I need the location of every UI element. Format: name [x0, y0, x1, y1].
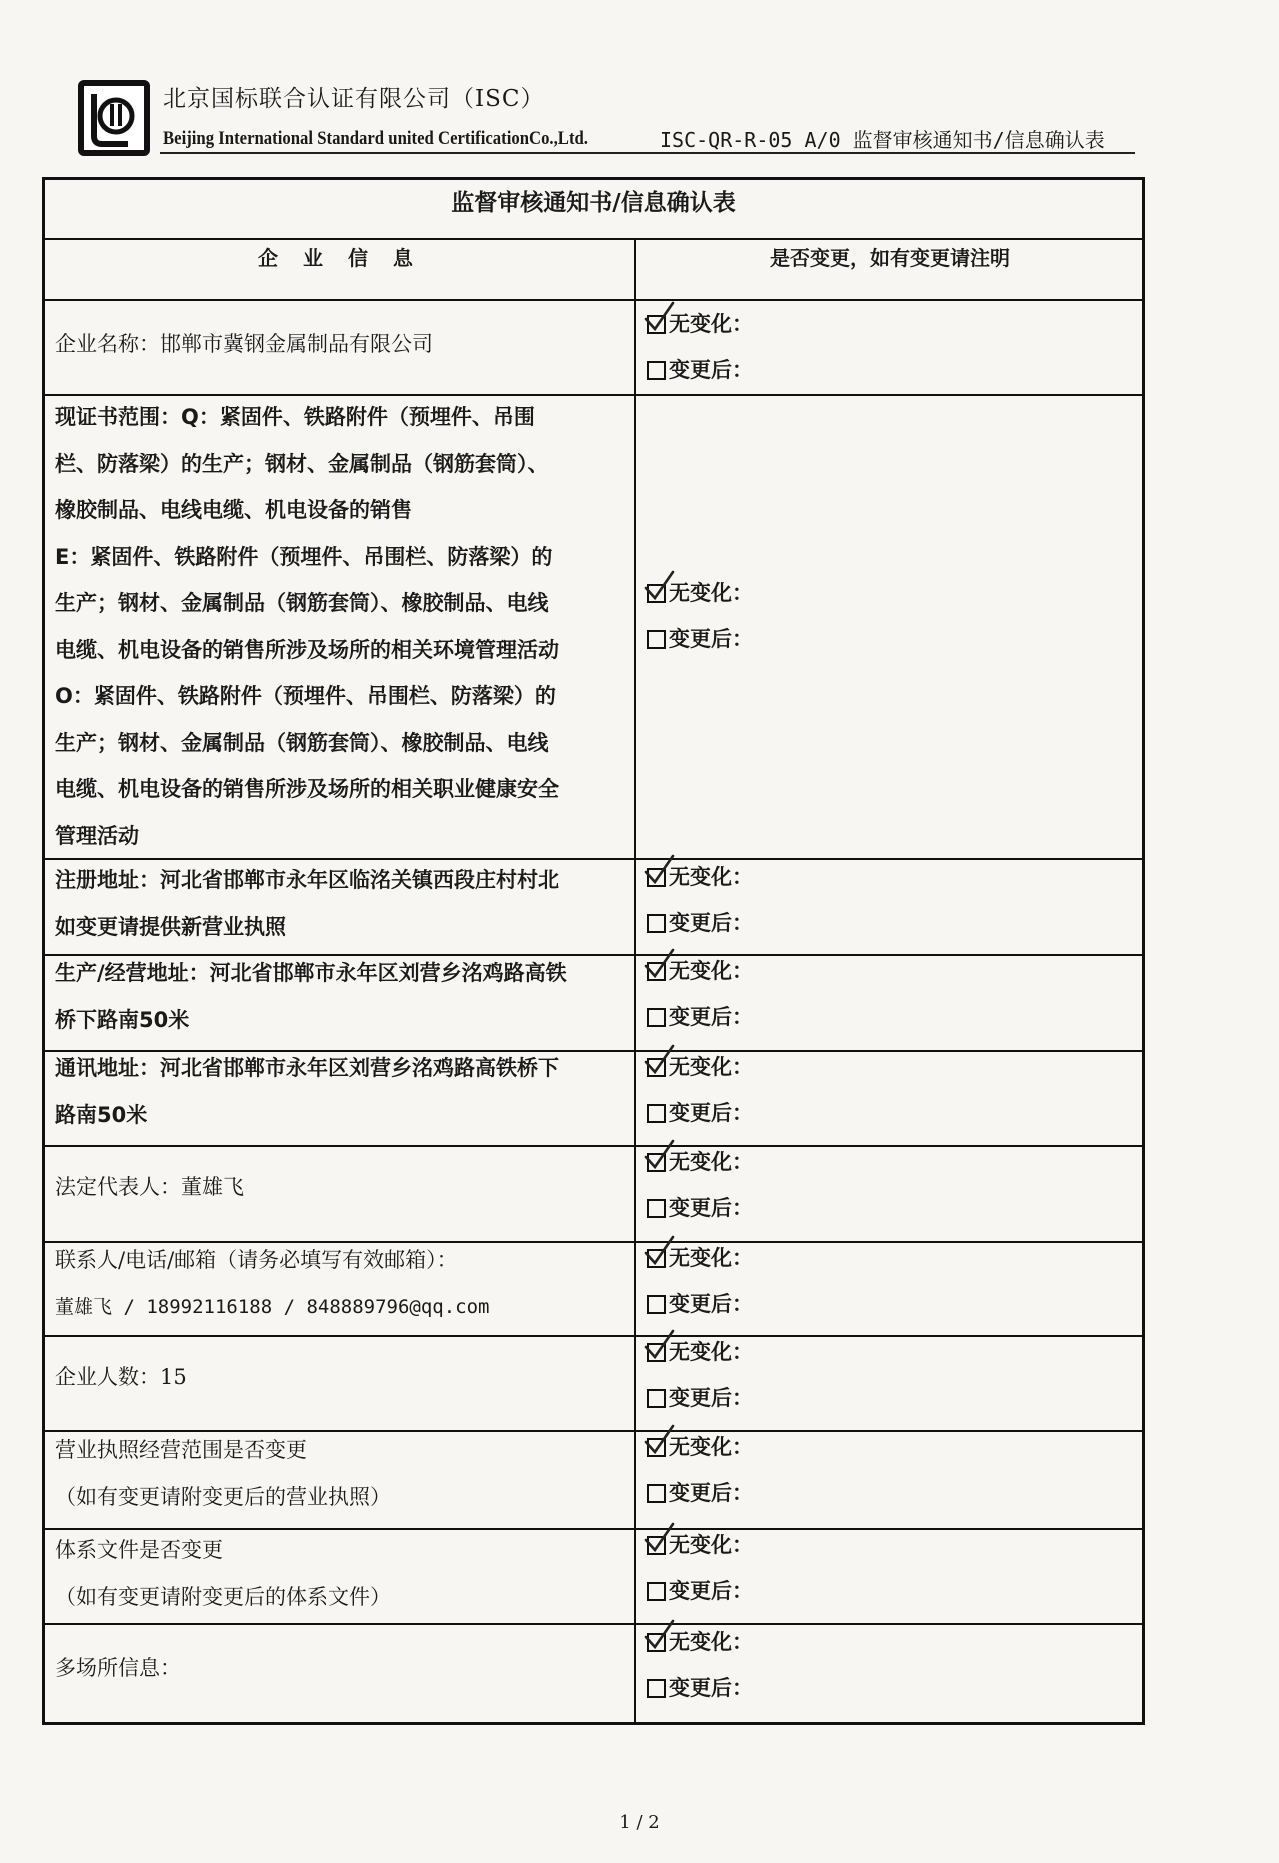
- checkbox-box[interactable]: [647, 315, 666, 334]
- option-label-unchanged: 无变化：: [669, 1630, 753, 1654]
- company-info-cell: [55, 321, 625, 368]
- info-line: 生产/经营地址：河北省邯郸市永年区刘营乡洺鸡路高铁: [55, 961, 567, 985]
- checkbox-box[interactable]: [647, 868, 666, 887]
- change-status-cell: [647, 1044, 753, 1136]
- checkbox-box[interactable]: [647, 1484, 666, 1503]
- company-info-cell: [55, 950, 625, 1043]
- info-line: 路南50米: [55, 1102, 148, 1127]
- option-label-changed: 变更后：: [669, 1386, 753, 1410]
- checkbox-box[interactable]: [647, 914, 666, 933]
- info-line: 如变更请提供新营业执照: [55, 914, 286, 939]
- header-rule: [160, 152, 1135, 154]
- checkbox-unchanged[interactable]: [647, 1044, 753, 1090]
- info-line: 橡胶制品、电线电缆、机电设备的销售: [55, 498, 412, 522]
- checkbox-box[interactable]: [647, 1536, 666, 1555]
- checkbox-changed[interactable]: [647, 1568, 753, 1614]
- info-line: O：紧固件、铁路附件（预埋件、吊围栏、防落梁）的: [55, 684, 556, 708]
- checkbox-changed[interactable]: [647, 1470, 753, 1516]
- company-info-cell: [55, 1354, 625, 1401]
- info-line: 现证书范围：Q：紧固件、铁路附件（预埋件、吊围: [55, 405, 535, 429]
- page-number: 1 / 2: [619, 1812, 660, 1833]
- form-row: [45, 956, 1142, 1052]
- change-status-cell: [647, 948, 753, 1040]
- form-title: 监督审核通知书/信息确认表: [45, 180, 1142, 240]
- info-line: 栏、防落梁）的生产；钢材、金属制品（钢筋套筒）、: [55, 451, 549, 476]
- info-line: 多场所信息：: [55, 1656, 181, 1680]
- info-line: 注册地址：河北省邯郸市永年区临洺关镇西段庄村村北: [55, 868, 559, 892]
- info-line: 董雄飞 / 18992116188 / 848889796@qq.com: [55, 1295, 490, 1318]
- option-label-changed: 变更后：: [669, 1676, 753, 1700]
- checkbox-unchanged[interactable]: [647, 854, 753, 900]
- company-info-cell: [55, 1045, 625, 1138]
- form-row: [45, 1530, 1142, 1625]
- form-row: [45, 1147, 1142, 1243]
- form-row: [45, 860, 1142, 956]
- checkbox-unchanged[interactable]: [647, 301, 753, 347]
- form-row: [45, 1432, 1142, 1530]
- option-label-changed: 变更后：: [669, 1481, 753, 1505]
- info-line: 体系文件是否变更: [55, 1538, 223, 1562]
- change-status-cell: [647, 570, 753, 662]
- info-line: 法定代表人：董雄飞: [55, 1175, 244, 1199]
- checkbox-box[interactable]: [647, 361, 666, 380]
- option-label-unchanged: 无变化：: [669, 1150, 753, 1174]
- form-row: [45, 1337, 1142, 1432]
- company-info-cell: [55, 1645, 625, 1692]
- checkbox-changed[interactable]: [647, 1090, 753, 1136]
- column-header-change-status: 是否变更，如有变更请注明: [635, 240, 1145, 301]
- checkbox-changed[interactable]: [647, 994, 753, 1040]
- company-info-cell: [55, 1164, 625, 1211]
- info-line: 生产；钢材、金属制品（钢筋套筒）、橡胶制品、电线: [55, 730, 549, 755]
- checkbox-box[interactable]: [647, 1295, 666, 1314]
- checkbox-unchanged[interactable]: [647, 1139, 753, 1185]
- option-label-changed: 变更后：: [669, 1292, 753, 1316]
- option-label-changed: 变更后：: [669, 1579, 753, 1603]
- confirmation-form: [42, 177, 1145, 1725]
- option-label-unchanged: 无变化：: [669, 865, 753, 889]
- change-status-cell: [647, 1329, 753, 1421]
- option-label-unchanged: 无变化：: [669, 1340, 753, 1364]
- option-label-unchanged: 无变化：: [669, 1533, 753, 1557]
- checkbox-unchanged[interactable]: [647, 948, 753, 994]
- info-line: 电缆、机电设备的销售所涉及场所的相关环境管理活动: [55, 637, 559, 662]
- change-status-cell: [647, 1619, 753, 1711]
- checkbox-unchanged[interactable]: [647, 1235, 753, 1281]
- checkbox-box[interactable]: [647, 1199, 666, 1218]
- info-line: （如有变更请附变更后的体系文件）: [55, 1584, 391, 1609]
- form-row: [45, 1625, 1142, 1725]
- info-line: 企业名称：邯郸市冀钢金属制品有限公司: [55, 332, 433, 356]
- info-line: 通讯地址：河北省邯郸市永年区刘营乡洺鸡路高铁桥下: [55, 1056, 559, 1080]
- option-label-changed: 变更后：: [669, 627, 753, 651]
- checkbox-changed[interactable]: [647, 1185, 753, 1231]
- column-header-company-info: 企 业 信 息: [45, 240, 635, 301]
- change-status-cell: [647, 1522, 753, 1614]
- info-line: （如有变更请附变更后的营业执照）: [55, 1484, 391, 1509]
- document-code: ISC-QR-R-05 A/0 监督审核通知书/信息确认表: [660, 128, 1105, 152]
- company-name-en: Beijing International Standard united CertificationCo.,Ltd.: [163, 128, 588, 149]
- option-label-changed: 变更后：: [669, 911, 753, 935]
- info-line: E：紧固件、铁路附件（预埋件、吊围栏、防落梁）的: [55, 544, 553, 569]
- option-label-unchanged: 无变化：: [669, 959, 753, 983]
- option-label-unchanged: 无变化：: [669, 581, 753, 605]
- checkbox-changed[interactable]: [647, 900, 753, 946]
- change-status-cell: [647, 1424, 753, 1516]
- checkbox-unchanged[interactable]: [647, 1619, 753, 1665]
- change-status-cell: [647, 1235, 753, 1327]
- change-status-cell: [647, 854, 753, 946]
- company-info-cell: [55, 394, 625, 859]
- checkbox-unchanged[interactable]: [647, 1329, 753, 1375]
- checkbox-changed[interactable]: [647, 347, 753, 393]
- checkbox-box[interactable]: [647, 1104, 666, 1123]
- checkbox-box[interactable]: [647, 1343, 666, 1362]
- checkbox-box[interactable]: [647, 1249, 666, 1268]
- info-line: 管理活动: [55, 823, 139, 848]
- option-label-changed: 变更后：: [669, 358, 753, 382]
- checkbox-changed[interactable]: [647, 616, 753, 662]
- option-label-changed: 变更后：: [669, 1005, 753, 1029]
- option-label-changed: 变更后：: [669, 1101, 753, 1125]
- option-label-unchanged: 无变化：: [669, 1435, 753, 1459]
- form-row: [45, 301, 1142, 396]
- company-info-cell: [55, 1427, 625, 1520]
- company-info-cell: [55, 857, 625, 950]
- option-label-unchanged: 无变化：: [669, 1246, 753, 1270]
- checkbox-box[interactable]: [647, 1438, 666, 1457]
- company-info-cell: [55, 1527, 625, 1620]
- checkbox-changed[interactable]: [647, 1375, 753, 1421]
- checkbox-unchanged[interactable]: [647, 1424, 753, 1470]
- company-name-cn: 北京国标联合认证有限公司（ISC）: [163, 86, 545, 112]
- info-line: 生产；钢材、金属制品（钢筋套筒）、橡胶制品、电线: [55, 591, 549, 615]
- checkbox-box[interactable]: [647, 630, 666, 649]
- checkbox-unchanged[interactable]: [647, 570, 753, 616]
- checkbox-box[interactable]: [647, 1582, 666, 1601]
- checkbox-box[interactable]: [647, 1679, 666, 1698]
- company-info-cell: [55, 1237, 625, 1330]
- info-line: 桥下路南50米: [55, 1007, 190, 1032]
- change-status-cell: [647, 1139, 753, 1231]
- info-line: 联系人/电话/邮箱（请务必填写有效邮箱）：: [55, 1248, 458, 1272]
- form-row: [45, 1052, 1142, 1147]
- option-label-changed: 变更后：: [669, 1196, 753, 1220]
- option-label-unchanged: 无变化：: [669, 312, 753, 336]
- form-row: [45, 396, 1142, 860]
- info-line: 电缆、机电设备的销售所涉及场所的相关职业健康安全: [55, 777, 559, 801]
- checkbox-box[interactable]: [647, 1633, 666, 1652]
- checkbox-box[interactable]: [647, 1389, 666, 1408]
- checkbox-box[interactable]: [647, 1153, 666, 1172]
- checkbox-changed[interactable]: [647, 1665, 753, 1711]
- isc-logo-icon: [78, 80, 150, 156]
- checkbox-box[interactable]: [647, 1008, 666, 1027]
- checkbox-box[interactable]: [647, 962, 666, 981]
- checkbox-changed[interactable]: [647, 1281, 753, 1327]
- checkbox-unchanged[interactable]: [647, 1522, 753, 1568]
- change-status-cell: [647, 301, 753, 393]
- checkbox-box[interactable]: [647, 584, 666, 603]
- option-label-unchanged: 无变化：: [669, 1055, 753, 1079]
- info-line: 营业执照经营范围是否变更: [55, 1438, 307, 1462]
- checkbox-box[interactable]: [647, 1058, 666, 1077]
- info-line: 企业人数：15: [55, 1365, 187, 1389]
- form-row: [45, 1243, 1142, 1337]
